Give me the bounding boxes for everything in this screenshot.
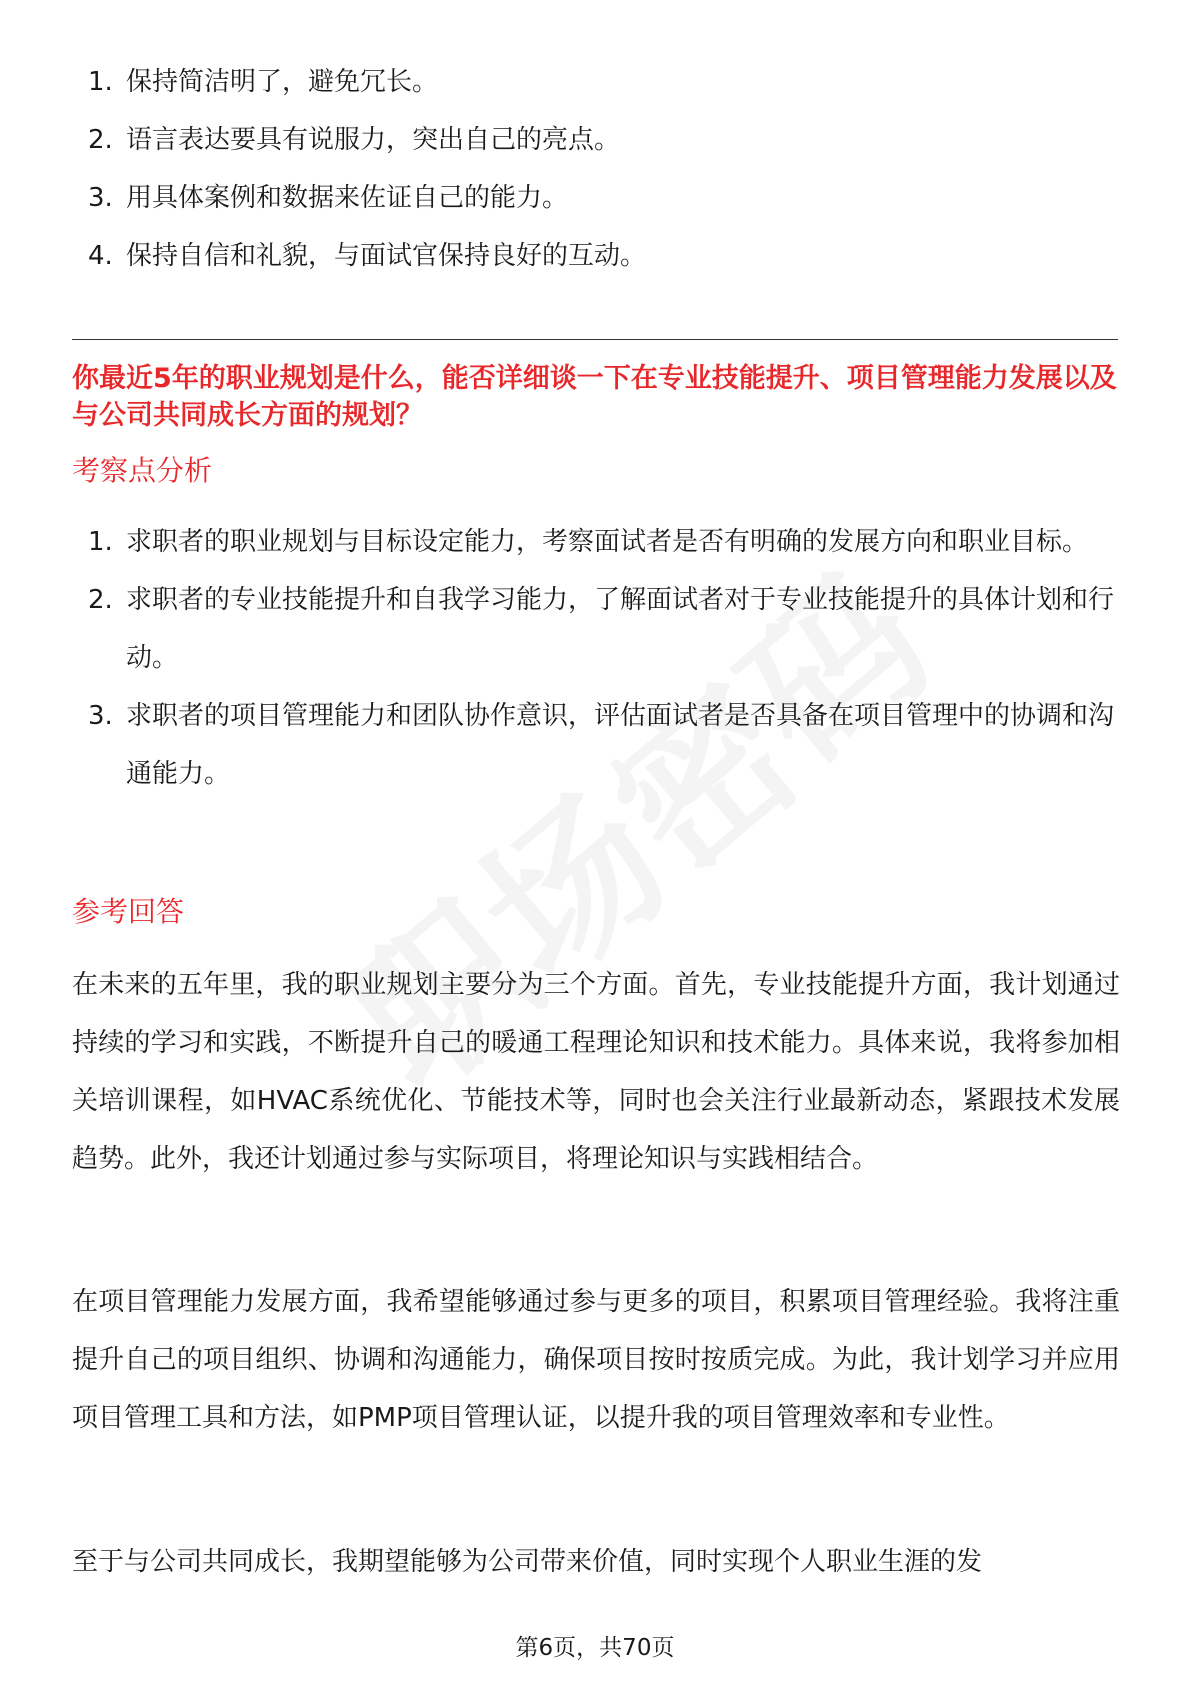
list-number: 2. (88, 585, 113, 615)
list-item (78, 513, 1118, 571)
analysis-list (78, 513, 1118, 803)
answer-heading: 参考回答 (72, 895, 185, 928)
tips-list (78, 53, 1118, 285)
answer-paragraph: 在项目管理能力发展方面，我希望能够通过参与更多的项目，积累项目管理经验。我将注重提升自己的项目组织、协调和沟通能力，确保项目按时按质完成。为此，我计划学习并应用项目管理工具和方法，如PMP项目管理认证，以提升我的项目管理效率和专业性。 (72, 1287, 1120, 1433)
list-item (78, 227, 1118, 285)
list-item (78, 687, 1118, 803)
list-text: 保持自信和礼貌，与面试官保持良好的互动。 (126, 241, 647, 271)
list-item (78, 571, 1118, 687)
list-number: 1. (88, 527, 113, 557)
answer-paragraph: 至于与公司共同成长，我期望能够为公司带来价值，同时实现个人职业生涯的发 (72, 1547, 983, 1577)
list-number: 3. (88, 183, 113, 213)
section-divider (72, 339, 1118, 340)
analysis-heading: 考察点分析 (72, 454, 213, 487)
list-text: 保持简洁明了，避免冗长。 (126, 67, 439, 97)
list-number: 1. (88, 67, 113, 97)
list-number: 3. (88, 701, 113, 731)
list-item (78, 111, 1118, 169)
list-text: 求职者的专业技能提升和自我学习能力，了解面试者对于专业技能提升的具体计划和行动。 (126, 585, 1115, 673)
answer-paragraph: 在未来的五年里，我的职业规划主要分为三个方面。首先，专业技能提升方面，我计划通过持续的学习和实践，不断提升自己的暖通工程理论知识和技术能力。具体来说，我将参加相关培训课程，如HVAC系统优化、节能技术等，同时也会关注行业最新动态，紧跟技术发展趋势。此外，我还计划通过参与实际项目，将理论知识与实践相结合。 (72, 970, 1120, 1174)
interview-question: 你最近5年的职业规划是什么，能否详细谈一下在专业技能提升、项目管理能力发展以及与公司共同成长方面的规划？ (72, 363, 1117, 431)
list-number: 2. (88, 125, 113, 155)
page-footer: 第6页，共70页 (515, 1635, 675, 1661)
list-number: 4. (88, 241, 113, 271)
list-item (78, 53, 1118, 111)
list-text: 用具体案例和数据来佐证自己的能力。 (126, 183, 569, 213)
list-item (78, 169, 1118, 227)
list-text: 语言表达要具有说服力，突出自己的亮点。 (126, 125, 621, 155)
list-text: 求职者的项目管理能力和团队协作意识，评估面试者是否具备在项目管理中的协调和沟通能力。 (126, 701, 1115, 789)
list-text: 求职者的职业规划与目标设定能力，考察面试者是否有明确的发展方向和职业目标。 (126, 527, 1089, 557)
